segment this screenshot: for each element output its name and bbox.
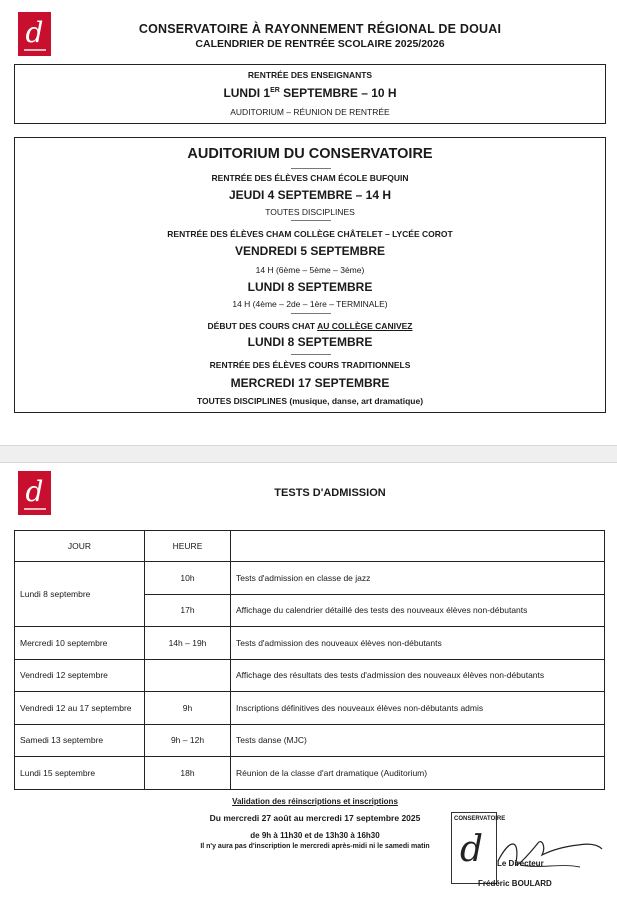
activity-cell: Réunion de la classe d'art dramatique (Auditorium) bbox=[231, 757, 605, 790]
admission-table bbox=[14, 530, 605, 790]
table-header-row bbox=[15, 531, 605, 562]
auditorium-title: AUDITORIUM DU CONSERVATOIRE bbox=[187, 146, 433, 162]
day-cell: Vendredi 12 septembre bbox=[15, 659, 145, 692]
divider bbox=[291, 313, 331, 314]
activity-cell: Affichage des résultats des tests d'admission des nouveaux élèves non-débutants bbox=[231, 659, 605, 692]
signer-name: Frédéric BOULARD bbox=[478, 879, 552, 888]
stamp-title: CONSERVATOIRE bbox=[454, 816, 506, 822]
tests-title: TESTS D'ADMISSION bbox=[274, 487, 386, 499]
validation-heading: Validation des réinscriptions et inscriptions bbox=[232, 797, 398, 806]
day-cell: Mercredi 10 septembre bbox=[15, 627, 145, 660]
validation-period: Du mercredi 27 août au mercredi 17 septembre 2025 bbox=[209, 813, 421, 823]
col-activity-header bbox=[231, 531, 605, 562]
calendar-title: CALENDRIER DE RENTRÉE SCOLAIRE 2025/2026 bbox=[195, 38, 445, 50]
hour-cell: 18h bbox=[145, 757, 231, 790]
validation-hours: de 9h à 11h30 et de 13h30 à 16h30 bbox=[250, 831, 380, 840]
divider bbox=[291, 220, 331, 221]
college-date-1: VENDREDI 5 SEPTEMBRE bbox=[234, 244, 386, 258]
teachers-box bbox=[14, 64, 606, 124]
table-row bbox=[15, 627, 605, 660]
activity-cell: Tests d'admission des nouveaux élèves non-débutants bbox=[231, 627, 605, 660]
trad-heading: RENTRÉE DES ÉLÈVES COURS TRADITIONNELS bbox=[209, 360, 411, 370]
col-day-header: JOUR bbox=[15, 531, 145, 562]
table-row bbox=[15, 757, 605, 790]
cham-ecole-heading: RENTRÉE DES ÉLÈVES CHAM ÉCOLE BUFQUIN bbox=[211, 173, 409, 183]
trad-note: TOUTES DISCIPLINES (musique, danse, art dramatique) bbox=[196, 396, 424, 406]
college-date-2: LUNDI 8 SEPTEMBRE bbox=[247, 280, 373, 294]
day-cell: Lundi 8 septembre bbox=[15, 562, 145, 627]
table-row bbox=[15, 724, 605, 757]
activity-cell: Inscriptions définitives des nouveaux élèves non-débutants admis bbox=[231, 692, 605, 725]
cham-college-heading: RENTRÉE DES ÉLÈVES CHAM COLLÈGE CHÂTELET – LYCÉE COROT bbox=[167, 229, 453, 239]
auditorium-box bbox=[14, 137, 606, 413]
conservatoire-logo bbox=[18, 12, 51, 56]
admission-page bbox=[0, 462, 617, 898]
school-title: CONSERVATOIRE À RAYONNEMENT RÉGIONAL DE DOUAI bbox=[138, 22, 502, 36]
logo-letter: d bbox=[25, 474, 44, 508]
hour-cell: 10h bbox=[145, 562, 231, 595]
table-row bbox=[15, 692, 605, 725]
activity-cell: Tests d'admission en classe de jazz bbox=[231, 562, 605, 595]
hour-cell: 14h – 19h bbox=[145, 627, 231, 660]
chat-heading: DÉBUT DES COURS CHAT AU COLLÈGE CANIVEZ bbox=[207, 321, 413, 331]
teachers-date: LUNDI 1ER SEPTEMBRE – 10 H bbox=[223, 86, 397, 100]
calendar-page bbox=[0, 0, 617, 446]
hour-cell: 17h bbox=[145, 594, 231, 627]
logo-bar bbox=[24, 49, 46, 51]
day-cell: Samedi 13 septembre bbox=[15, 724, 145, 757]
day-cell: Lundi 15 septembre bbox=[15, 757, 145, 790]
logo-letter: d bbox=[25, 15, 44, 49]
page-gap bbox=[0, 446, 617, 462]
chat-date: LUNDI 8 SEPTEMBRE bbox=[247, 335, 373, 349]
college-note-2: 14 H (4ème – 2de – 1ère – TERMINALE) bbox=[232, 299, 388, 309]
signer-title: Le Directeur bbox=[497, 859, 544, 868]
stamp-letter: d bbox=[460, 829, 484, 870]
hour-cell: 9h bbox=[145, 692, 231, 725]
table-row bbox=[15, 562, 605, 595]
day-cell: Vendredi 12 au 17 septembre bbox=[15, 692, 145, 725]
trad-date: MERCREDI 17 SEPTEMBRE bbox=[230, 376, 390, 390]
hour-cell bbox=[145, 659, 231, 692]
teachers-title: RENTRÉE DES ENSEIGNANTS bbox=[247, 70, 373, 80]
divider bbox=[291, 168, 331, 169]
col-hour-header: HEURE bbox=[145, 531, 231, 562]
hour-cell: 9h – 12h bbox=[145, 724, 231, 757]
divider bbox=[291, 354, 331, 355]
validation-note: Il n'y aura pas d'inscription le mercredi après-midi ni le samedi matin bbox=[200, 843, 430, 850]
teachers-place: AUDITORIUM – RÉUNION DE RENTRÉE bbox=[230, 107, 390, 117]
conservatoire-logo bbox=[18, 471, 51, 515]
activity-cell: Tests danse (MJC) bbox=[231, 724, 605, 757]
cham-ecole-note: TOUTES DISCIPLINES bbox=[265, 207, 355, 217]
college-note-1: 14 H (6ème – 5ème – 3ème) bbox=[255, 265, 365, 275]
cham-ecole-date: JEUDI 4 SEPTEMBRE – 14 H bbox=[228, 188, 392, 202]
table-row bbox=[15, 659, 605, 692]
logo-bar bbox=[24, 508, 46, 510]
activity-cell: Affichage du calendrier détaillé des tests des nouveaux élèves non-débutants bbox=[231, 594, 605, 627]
